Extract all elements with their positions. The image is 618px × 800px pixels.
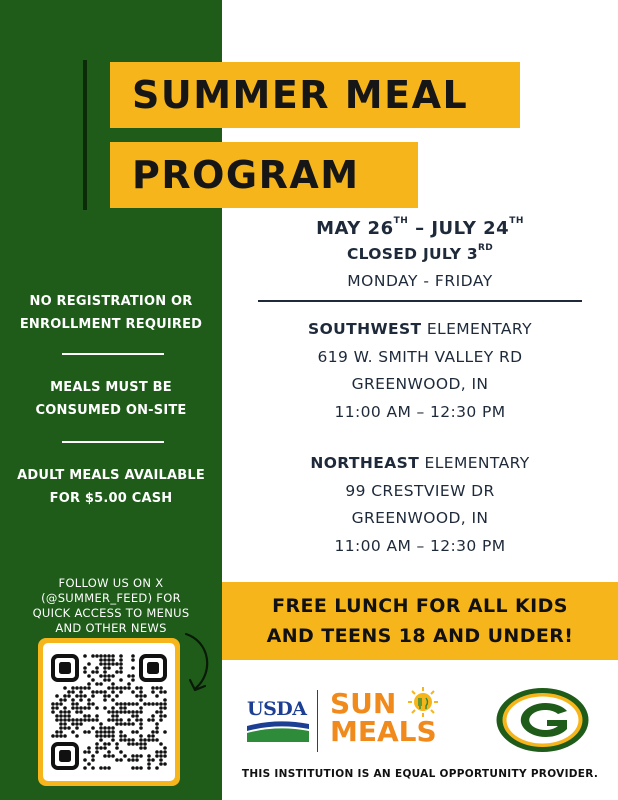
site-hours: 11:00 AM – 12:30 PM xyxy=(334,402,506,421)
date-divider xyxy=(258,300,582,302)
sun-meals-logo: SUN MEALS xyxy=(330,690,452,754)
closed-date: CLOSED JULY 3RD xyxy=(346,243,494,263)
site-city: GREENWOOD, IN xyxy=(351,375,489,393)
site-city: GREENWOOD, IN xyxy=(351,509,489,527)
site-name: SOUTHWEST ELEMENTARY xyxy=(308,320,532,338)
site-address: 99 CRESTVIEW DR xyxy=(345,481,495,500)
site-northeast xyxy=(222,450,618,560)
follow-us-text: FOLLOW US ON X (@SUMMER_FEED) FOR QUICK ACCESS TO MENUS AND OTHER NEWS xyxy=(32,576,190,635)
qr-code[interactable] xyxy=(38,638,180,786)
info-consumed-on-site: MEALS MUST BE CONSUMED ON-SITE xyxy=(35,380,187,418)
site-name: NORTHEAST ELEMENTARY xyxy=(310,454,530,472)
info-divider xyxy=(62,353,164,355)
qr-code-icon xyxy=(51,654,167,770)
curved-arrow-icon xyxy=(180,632,216,696)
site-hours: 11:00 AM – 12:30 PM xyxy=(334,536,506,555)
date-range: MAY 26TH – JULY 24TH xyxy=(316,216,524,239)
free-lunch-banner: FREE LUNCH FOR ALL KIDS AND TEENS 18 AND UNDER! xyxy=(222,582,618,660)
logo-separator xyxy=(317,690,318,752)
info-divider xyxy=(62,441,164,443)
usda-logo: USDA xyxy=(247,698,309,748)
title-accent-bar xyxy=(83,60,87,210)
equal-opportunity-footer: THIS INSTITUTION IS AN EQUAL OPPORTUNITY PROVIDER. xyxy=(241,768,599,780)
info-adult-meals: ADULT MEALS AVAILABLE FOR $5.00 CASH xyxy=(17,468,205,506)
sun-icon xyxy=(406,687,440,717)
site-address: 619 W. SMITH VALLEY RD xyxy=(317,347,523,366)
days-of-week: MONDAY - FRIDAY xyxy=(347,272,493,290)
site-southwest xyxy=(222,316,618,426)
title-line-1: SUMMER MEAL xyxy=(110,62,520,128)
packers-logo xyxy=(495,687,590,753)
info-no-registration: NO REGISTRATION OR ENROLLMENT REQUIRED xyxy=(19,294,203,332)
title-line-2: PROGRAM xyxy=(110,142,418,208)
usda-swoosh-icon xyxy=(247,720,309,742)
